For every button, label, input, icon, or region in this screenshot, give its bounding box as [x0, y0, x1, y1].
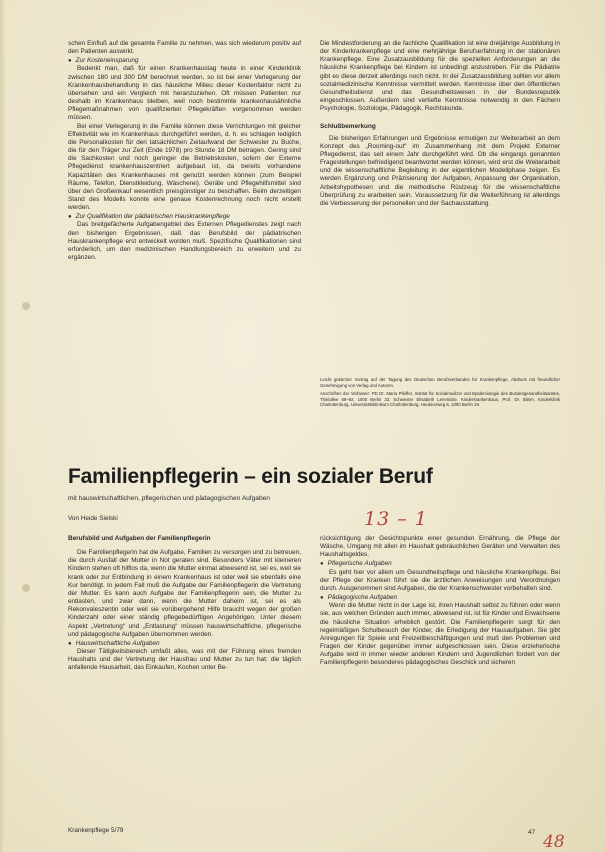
handwritten-annotation: 13 – 1 — [364, 508, 428, 530]
article-author: Von Heide Sielski — [68, 515, 118, 522]
section-heading: Berufsbild und Aufgaben der Familienpflegerin — [68, 535, 211, 542]
section-heading: Schlußbemerkung — [320, 123, 376, 131]
paragraph: Die bisherigen Erfahrungen und Ergebnisse ermutigen zur Weiterarbeit an dem Konzept des „Rooming-out“ im Zusammenhang mit dem Projekt Externer Pflegedienst, das seit einem Jahr durchgeführt wird. Ob die eingangs genannten Fragestellungen befriedigend beantwortet werden können, wird erst die Weiterarbeit und die wissenschaftliche Begleitung in der eigentlichen Modellphase zeigen. Es werden Ergänzung und Präzisierung der Aufgaben, Anpassung der Organisation, Arbeitshypothesen und die methodische Rüstzeug für die wissenschaftliche Überprüfung zu erarbeiten sein. Voraussetzung für die Weiterführung ist allerdings die Verbesserung der personellen und der Sachausstattung. — [320, 134, 560, 207]
article-subtitle: mit hauswirtschaftlichen, pflegerischen und pädagogischen Aufgaben — [68, 495, 270, 502]
paragraph: Dieser Tätigkeitsbereich umfaßt alles, was mit der Führung eines fremden Haushalts und der Vertretung der Hausfrau und Mutter zu tun hat: die täglich anfallende Hausarbeit, das Einkaufen, Kochen unter Be- — [68, 648, 301, 672]
article-note: Leicht gekürzter Vortrag auf der Tagung des Deutschen Berufsverbandes für Krankenpflege, Abdruck mit freundlicher Genehmigung von Verlag und Autoren. — [320, 377, 560, 388]
column-1-bottom — [68, 535, 301, 673]
section-heading: ● Pflegerische Aufgaben — [320, 560, 560, 568]
column-2-bottom — [320, 535, 560, 668]
paragraph: rücksichtigung der Gesichtspunkte einer gesunden Ernährung, die Pflege der Wäsche, Umgang mit allen im Haushalt gebräuchlichen Geräten und Verwalten des Haushaltsgeldes. — [320, 535, 560, 559]
paragraph: Bei einer Verlegerung in die Familie können diese Verrichtungen mit gleicher Effektivität wie im Krankenhaus durchgeführt werden, d. h. es schlagen lediglich die Personalkosten für den tatsächlichen Zeitaufwand der Schwester zu Buche, die für den Träger zur Zeit (Ende 1978) pro Stunde 18 DM betragen. Gering sind die Sachkosten und noch geringer die Betriebskosten, sofern der Externe Pflegedienst krankenhauszentriert aufgebaut ist, da bereits vorhandene Kapazitäten des Krankenhauses mit genutzt werden können (zum Beispiel Räume, Telefon, Dienstkleidung, Wäscherei). Geräte und Pflegehilfsmittel sind über den Großeinkauf wesentlich preisgünstiger zu beschaffen. Beim derzeitigen Stand des Modells konnte eine genaue Kostenrechnung noch nicht erstellt werden. — [68, 122, 301, 212]
journal-footer: Krankenpflege 5/79 — [68, 827, 124, 834]
paragraph: Die Mindestforderung an die fachliche Qualifikation ist eine dreijährige Ausbildung in der Kinderkrankenpflege und eine mehrjährige Berufserfahrung in der stationären Krankenpflege. Eine Zusatzausbildung für die speziellen Anforderungen an die häusliche Krankenpflege bei Kindern ist unbedingt anzustreben. Für die Pädiatrie gibt es diese derzeit allerdings noch nicht. In der Zusatzausbildung sollten vor allem sozialmedizinische Kenntnisse vermittelt werden. Kenntnisse über den öffentlichen Gesundheitsdienst und das Gesundheitswesen in der Bundesrepublik eingeschlossen. Außerdem sind vertiefte Kenntnisse notwendig in den Fächern Psychologie, Soziologie, Pädagogik, Rechtskunde. — [320, 40, 560, 113]
punch-hole-top — [22, 302, 30, 310]
page-number: 47 — [528, 829, 536, 836]
paragraph: schen Einfluß auf die gesamte Familie zu nehmen, was sich wiederum positiv auf den Patienten auswirkt. — [68, 40, 301, 56]
article-title: Familienpflegerin – ein sozialer Beruf — [68, 465, 433, 488]
section-heading: ● Zur Kosteneinsparung — [68, 57, 301, 65]
punch-hole-bottom — [22, 584, 30, 592]
author-address: Anschriften der Verfasser: PD Dr. Maria Pfeiffer, Institut für Sozialmedizin und Epidemiologie des Bundesgesundheitsamtes, Thielallee 88–92, 1000 Berlin 33; Schwester Elisabeth Lemmicke, Kinderkrankenhaus, Prof. Dr. Bleim. Kinderklinik Charlottenburg, Universitätsklinikum Charlottenburg, Heubnerweg 6, 1000 Berlin 19. — [320, 391, 560, 408]
section-heading: ● Zur Qualifikation der pädiatrischen Hauskrankenpflege — [68, 213, 301, 221]
column-2-notes — [320, 377, 560, 408]
paragraph: Es geht hier vor allem um Gesundheitspflege und häusliche Krankenpflege. Bei der Pflege der Kranken führt sie die ärztlichen Anweisungen und Verordnungen durch. Ausgenommen sind Aufgaben, die der Krankenschwester vorbehalten sind. — [320, 568, 560, 592]
column-1-top — [68, 40, 301, 262]
paragraph: Die Familienpflegerin hat die Aufgabe, Familien zu versorgen und zu betreuen, die durch Ausfall der Mutter in Not geraten sind. Besonders Väter mit kleineren Kindern stehen oft hilflos da, wenn die Mutter einmal abwesend ist, sei es, weil sie krank oder zur Entbindung in einem Krankenhaus ist oder weil sie ebenfalls eine Kur benötigt. In jedem Fall muß die Aufgabe der Familienpflegerin die Vertretung der Mutter. Es kann auch Aufgabe der Familienpflegerin sein, die Mutter zu entlasten, und zwar dann, wenn die Mutter daheim ist, sei es als Rekonvaleszentin oder weil sie vorübergehend Hilfe braucht wegen der großen Kinderzahl oder einer ständig pflegebedürftigen Angehörigen. Unter diesem Aspekt „Vertretung“ und „Entlastung“ müssen hauswirtschaftliche, pflegerische und pädagogische Aufgaben übernommen werden. — [68, 549, 301, 638]
paragraph: Bedenkt man, daß für einen Krankenhaustag heute in einer Kinderklinik zwischen 180 und 300 DM berechnet werden, so ist bei einer Verlegerung der Krankenhausbehandlung in das häusliche Milieu dieser Kostenfaktor nicht zu übersehen und ein Vergleich mit heranzuziehen. Oft müssen Patienten nur deshalb im Krankenhaus bleiben, weil noch bestimmte krankenhausähnliche Pflegemaßnahmen von qualifizierten Pflegekräften vorgenommen werden müssen. — [68, 65, 301, 122]
paragraph: Wenn die Mutter nicht in der Lage ist, ihren Haushalt selbst zu führen oder wenn sie, aus welchen Gründen auch immer, abwesend ist, ist für Kinder und Erwachsene die häusliche Situation erheblich gestört. Die Familienpflegerin sorgt für den regelmäßigen Schulbesuch der Kinder, die Erledigung der Hausaufgaben. Sie gibt Anregungen für Spiele und Freizeitbeschäftigungen und muß den Problemen und Fragen der Kinder gegenüber immer aufgeschlossen sein. Diese erzieherische Aufgabe wird in immer wieder anderen Kindern und Jugendlichen fordert von der Familienpflegerin besonderes pädagogisches Geschick und sicheren — [320, 602, 560, 667]
handwritten-page-number: 48 — [543, 832, 565, 852]
section-heading: ● Pädagogische Aufgaben — [320, 594, 560, 602]
section-heading: ● Hauswirtschaftliche Aufgaben — [68, 640, 301, 648]
paragraph: Das breitgefächerte Aufgabengebiet des Externen Pflegedienstes zeigt nach den bisherigen Ergebnissen, daß das Berufsbild der pädiatrischen Hauskrankenpflege erst entwickelt worden muß. Spezifische Qualifikationen sind erforderlich, um den medizinischen Handlungsbereich zu erweitern und zu ergänzen. — [68, 221, 301, 262]
column-2-top — [320, 40, 560, 208]
paper-edge — [0, 0, 6, 852]
